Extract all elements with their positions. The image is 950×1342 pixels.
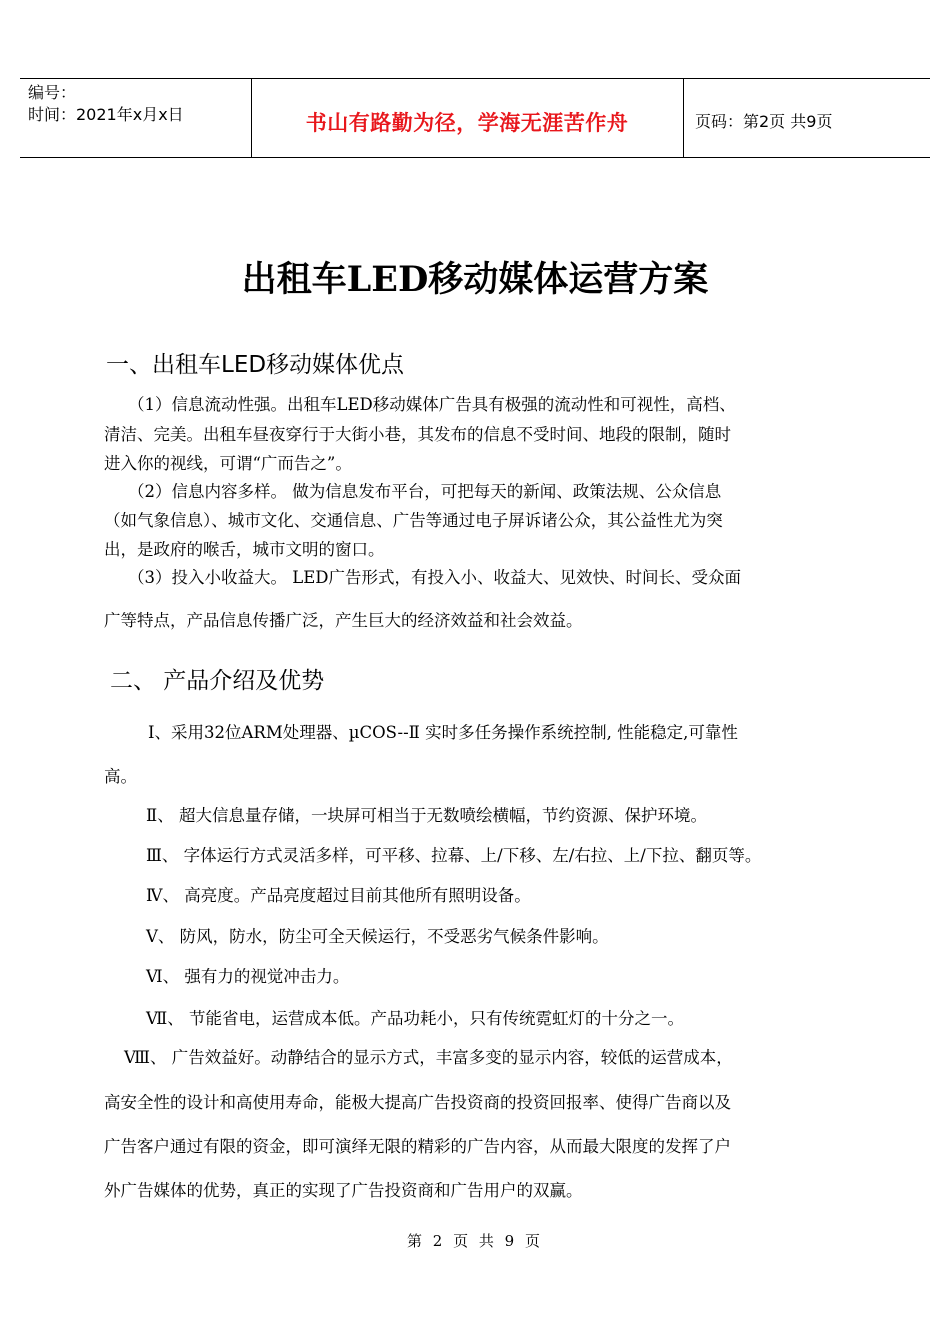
section-1-heading: 一、出租车LED移动媒体优点	[106, 352, 405, 378]
section-2-line: Ⅱ、 超大信息量存储，一块屏可相当于无数喷绘横幅，节约资源、保护环境。	[146, 806, 707, 825]
header-motto: 书山有路勤为径，学海无涯苦作舟	[305, 111, 629, 135]
section-1-line: （如气象信息）、城市文化、交通信息、广告等通过电子屏诉诸公众，其公益性尤为突	[104, 511, 723, 530]
header-meta-cell	[20, 79, 252, 157]
section-1-line: 进入你的视线，可谓“广而告之”。	[104, 454, 352, 473]
section-2-line: 高。	[104, 767, 137, 786]
section-2-heading: 二、 产品介绍及优势	[110, 668, 325, 694]
footer-page-number: 第 2 页 共 9 页	[407, 1232, 543, 1250]
section-2-line: Ⅴ、 防风，防水，防尘可全天候运行，不受恶劣气候条件影响。	[146, 927, 609, 946]
section-2-line: 外广告媒体的优势，真正的实现了广告投资商和广告用户的双赢。	[104, 1181, 583, 1200]
section-2-line: Ⅶ、 节能省电，运营成本低。产品功耗小，只有传统霓虹灯的十分之一。	[146, 1009, 685, 1028]
section-1-line: 出，是政府的喉舌，城市文明的窗口。	[104, 540, 385, 559]
section-2-line: 高安全性的设计和高使用寿命，能极大提高广告投资商的投资回报率、使得广告商以及	[104, 1093, 731, 1112]
header-motto-cell	[251, 79, 684, 157]
document-time-label: 时间：2021年x月x日	[28, 105, 184, 124]
section-1-line: 广等特点，产品信息传播广泛，产生巨大的经济效益和社会效益。	[104, 611, 583, 630]
section-2-line: Ⅰ、采用32位ARM处理器、µCOS--Ⅱ 实时多任务操作系统控制, 性能稳定,可靠性	[148, 723, 738, 742]
section-1-line: （2）信息内容多样。 做为信息发布平台，可把每天的新闻、政策法规、公众信息	[128, 482, 722, 501]
header-page-code: 页码：第2页 共9页	[695, 112, 833, 131]
document-title: 出租车LED移动媒体运营方案	[241, 259, 709, 300]
header-page-cell	[683, 79, 930, 157]
section-1-line: （3）投入小收益大。 LED广告形式，有投入小、收益大、见效快、时间长、受众面	[128, 568, 741, 587]
document-number-label: 编号：	[28, 83, 77, 102]
section-2-line: Ⅳ、 高亮度。产品亮度超过目前其他所有照明设备。	[146, 886, 531, 905]
section-1-line: 清洁、完美。出租车昼夜穿行于大街小巷，其发布的信息不受时间、地段的限制，随时	[104, 425, 731, 444]
section-1-line: （1）信息流动性强。出租车LED移动媒体广告具有极强的流动性和可视性，高档、	[128, 395, 736, 414]
section-2-line: Ⅲ、 字体运行方式灵活多样，可平移、拉幕、上/下移、左/右拉、上/下拉、翻页等。	[146, 846, 762, 865]
section-2-line: 广告客户通过有限的资金，即可演绎无限的精彩的广告内容，从而最大限度的发挥了户	[104, 1137, 731, 1156]
section-2-line: Ⅵ、 强有力的视觉冲击力。	[146, 967, 350, 986]
header-table	[20, 78, 930, 158]
section-2-line: Ⅷ、 广告效益好。动静结合的显示方式，丰富多变的显示内容，较低的运营成本，	[124, 1048, 733, 1067]
